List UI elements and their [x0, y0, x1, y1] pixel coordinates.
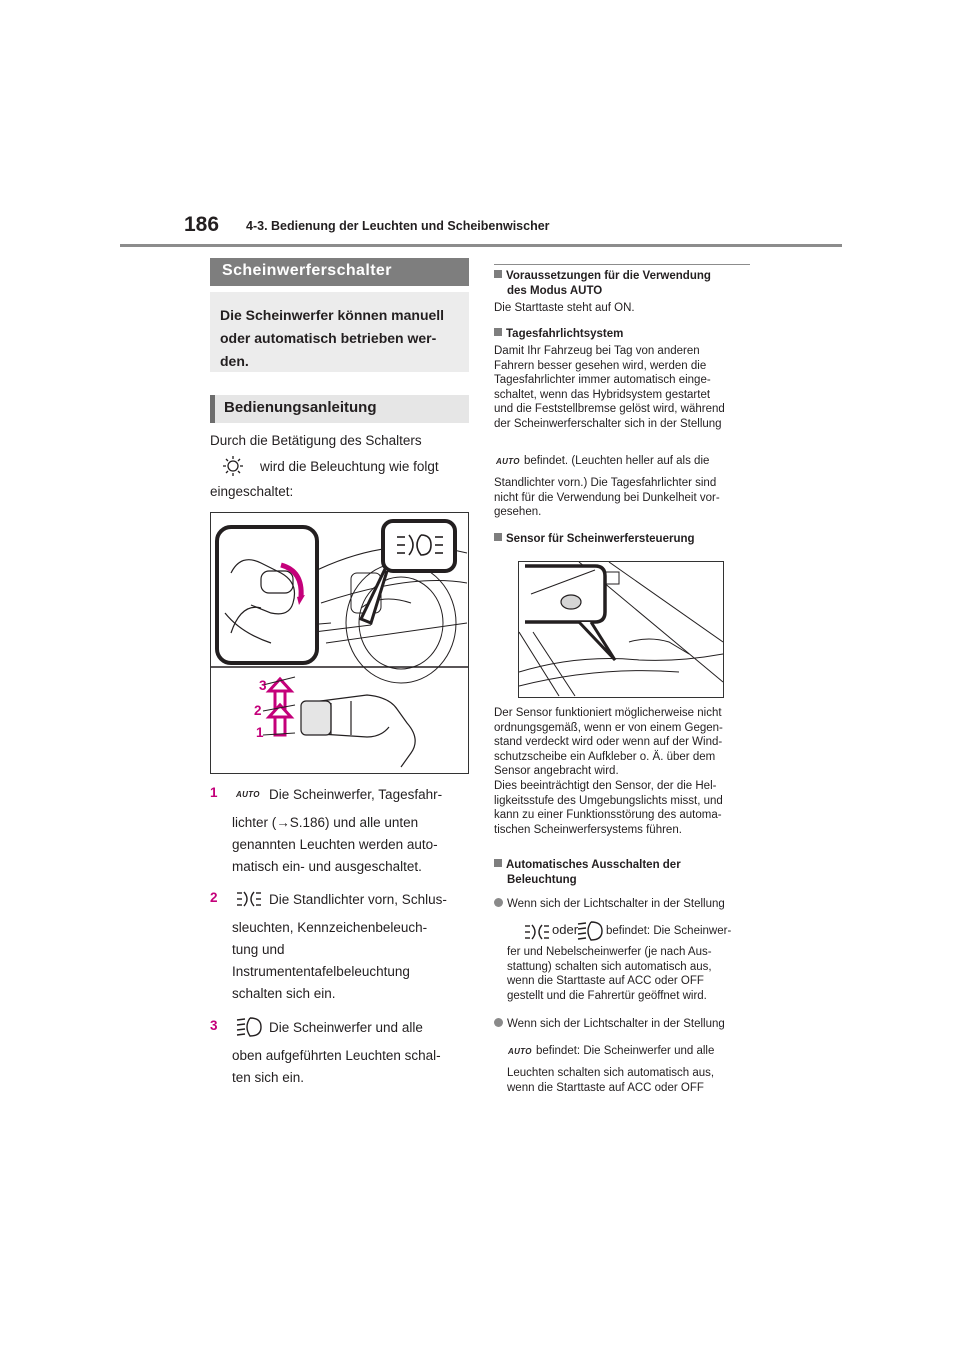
figure-label: 2 [254, 703, 262, 718]
square-bullet-icon [494, 270, 502, 278]
light-switch-icon [221, 455, 245, 477]
item-line: ten sich ein. [232, 1070, 305, 1085]
square-bullet-icon [494, 328, 502, 336]
heading-line: Voraussetzungen für die Verwendung [506, 270, 711, 282]
body-line: befindet. (Leuchten heller auf als die [524, 455, 710, 467]
right-top-rule [494, 264, 750, 265]
body-line: Der Sensor funktioniert möglicherweise nicht [494, 707, 722, 719]
body-line: Dies beeinträchtigt den Sensor, der die Hel- [494, 780, 717, 792]
intro-line: oder automatisch betrieben wer- [220, 330, 437, 346]
intro-text [220, 304, 460, 373]
item-line: schalten sich ein. [232, 986, 336, 1001]
heading-line: Sensor für Scheinwerfersteuerung [506, 533, 695, 545]
section-heading [494, 327, 623, 342]
bullet-text: Wenn sich der Lichtschalter in der Stellung [507, 898, 725, 910]
item-line: lichter (→S.186) und alle unten [232, 815, 419, 830]
body-line: der Scheinwerferschalter sich in der Stellung [494, 418, 722, 430]
item-line: Die Scheinwerfer, Tagesfahr- [269, 787, 443, 802]
intro-paragraph-line: wird die Beleuchtung wie folgt [260, 459, 439, 474]
body-line: schutzscheibe ein Aufkleber o. Ä. über dem [494, 750, 716, 763]
body-line: wenn die Starttaste auf ACC oder OFF [507, 1081, 704, 1094]
body-line: kann zu einer Funktionsstörung des automa- [494, 809, 722, 822]
body-line: Fahrern besser gesehen wird, werden die [494, 359, 707, 372]
item-line: sleuchten, Kennzeichenbeleuch- [232, 920, 428, 935]
header-rule [120, 244, 842, 247]
body-line: fer und Nebelscheinwerfer (je nach Aus- [507, 946, 712, 958]
subheading: Bedienungsanleitung [224, 399, 377, 416]
parking-light-icon [236, 889, 262, 909]
section-heading [494, 269, 711, 284]
body-line: ordnungsgemäß, wenn er von einem Gegen- [494, 721, 723, 734]
page-number: 186 [184, 213, 220, 236]
item-number: 1 [210, 785, 218, 800]
body-line: Standlichter vorn.) Die Tagesfahrlichter sind [494, 477, 717, 489]
intro-line: Die Scheinwerfer können manuell [220, 307, 445, 323]
section-heading [494, 532, 695, 547]
intro-line: den. [220, 353, 249, 369]
heading-line: Automatisches Ausschalten der [506, 859, 681, 871]
sensor-figure [518, 561, 724, 698]
section-header: 4-3. Bedienung der Leuchten und Scheibenwischer [246, 219, 550, 233]
item-line: genannten Leuchten werden auto- [232, 837, 438, 852]
heading-line: Tagesfahrlichtsystem [506, 328, 624, 340]
intro-paragraph-line: eingeschaltet: [210, 484, 294, 499]
square-bullet-icon [494, 533, 502, 541]
bullet-line [494, 1017, 725, 1032]
item-number: 3 [210, 1018, 218, 1033]
auto-icon: AUTO [508, 1047, 532, 1056]
page-title: Scheinwerferschalter [222, 262, 392, 279]
auto-icon: AUTO [236, 790, 260, 799]
body-line: und die Feststellbremse gelöst wird, während [494, 403, 725, 416]
body-line: tischen Scheinwerfersystems führen. [494, 823, 682, 836]
section-heading [494, 858, 681, 873]
item-line: tung und [232, 942, 285, 957]
item-line: Instrumententafelbeleuchtung [232, 964, 410, 979]
item-number: 2 [210, 890, 218, 905]
parking-light-icon [524, 922, 550, 942]
figure-label: 1 [256, 725, 264, 740]
body-line: nicht für die Verwendung bei Dunkelheit vor- [494, 491, 720, 504]
square-bullet-icon [494, 859, 502, 867]
item-line: matisch ein- und ausgeschaltet. [232, 859, 422, 874]
bullet-text: Wenn sich der Lichtschalter in der Stellung [507, 1018, 725, 1030]
title-bar [210, 258, 469, 286]
headlight-icon [577, 920, 603, 942]
body-line: schaltet, wenn das Hybridsystem gestartet [494, 388, 711, 401]
item-line: Die Standlichter vorn, Schlus- [269, 892, 447, 907]
body-line: ligkeitsstufe des Umgebungslichts misst, und [494, 794, 723, 807]
oder-text: oder [552, 922, 579, 937]
headlight-icon [236, 1016, 262, 1038]
bullet-line [494, 897, 725, 912]
body-line: gesehen. [494, 506, 542, 519]
body-line: Leuchten schalten sich automatisch aus, [507, 1067, 715, 1079]
item-line: oben aufgeführten Leuchten schal- [232, 1048, 441, 1063]
subheading-bar [210, 395, 469, 423]
intro-box [210, 292, 469, 372]
round-bullet-icon [494, 898, 503, 907]
body-line: stand verdeckt wird oder wenn auf der Wind- [494, 736, 723, 749]
body-line: wenn die Starttaste auf ACC oder OFF [507, 975, 704, 988]
heading-line: Beleuchtung [507, 874, 577, 886]
heading-line: des Modus AUTO [507, 285, 603, 297]
auto-icon: AUTO [496, 457, 520, 466]
item-line: Die Scheinwerfer und alle [269, 1020, 423, 1035]
body-line: Sensor angebracht wird. [494, 765, 619, 778]
body-line: befindet: Die Scheinwerfer und alle [536, 1045, 715, 1057]
body-line: Tagesfahrlichter immer automatisch einge- [494, 374, 711, 387]
body-line: stattung) schalten sich automatisch aus, [507, 960, 712, 973]
round-bullet-icon [494, 1018, 503, 1027]
figure-label: 3 [259, 678, 267, 693]
intro-paragraph-line: Durch die Betätigung des Schalters [210, 433, 422, 448]
body-line: gestellt und die Fahrertür geöffnet wird. [507, 989, 707, 1002]
body-line: befindet: Die Scheinwer- [606, 925, 732, 937]
body-line: Damit Ihr Fahrzeug bei Tag von anderen [494, 345, 700, 357]
headlight-switch-figure [210, 512, 469, 774]
body-line: Die Starttaste steht auf ON. [494, 302, 635, 314]
